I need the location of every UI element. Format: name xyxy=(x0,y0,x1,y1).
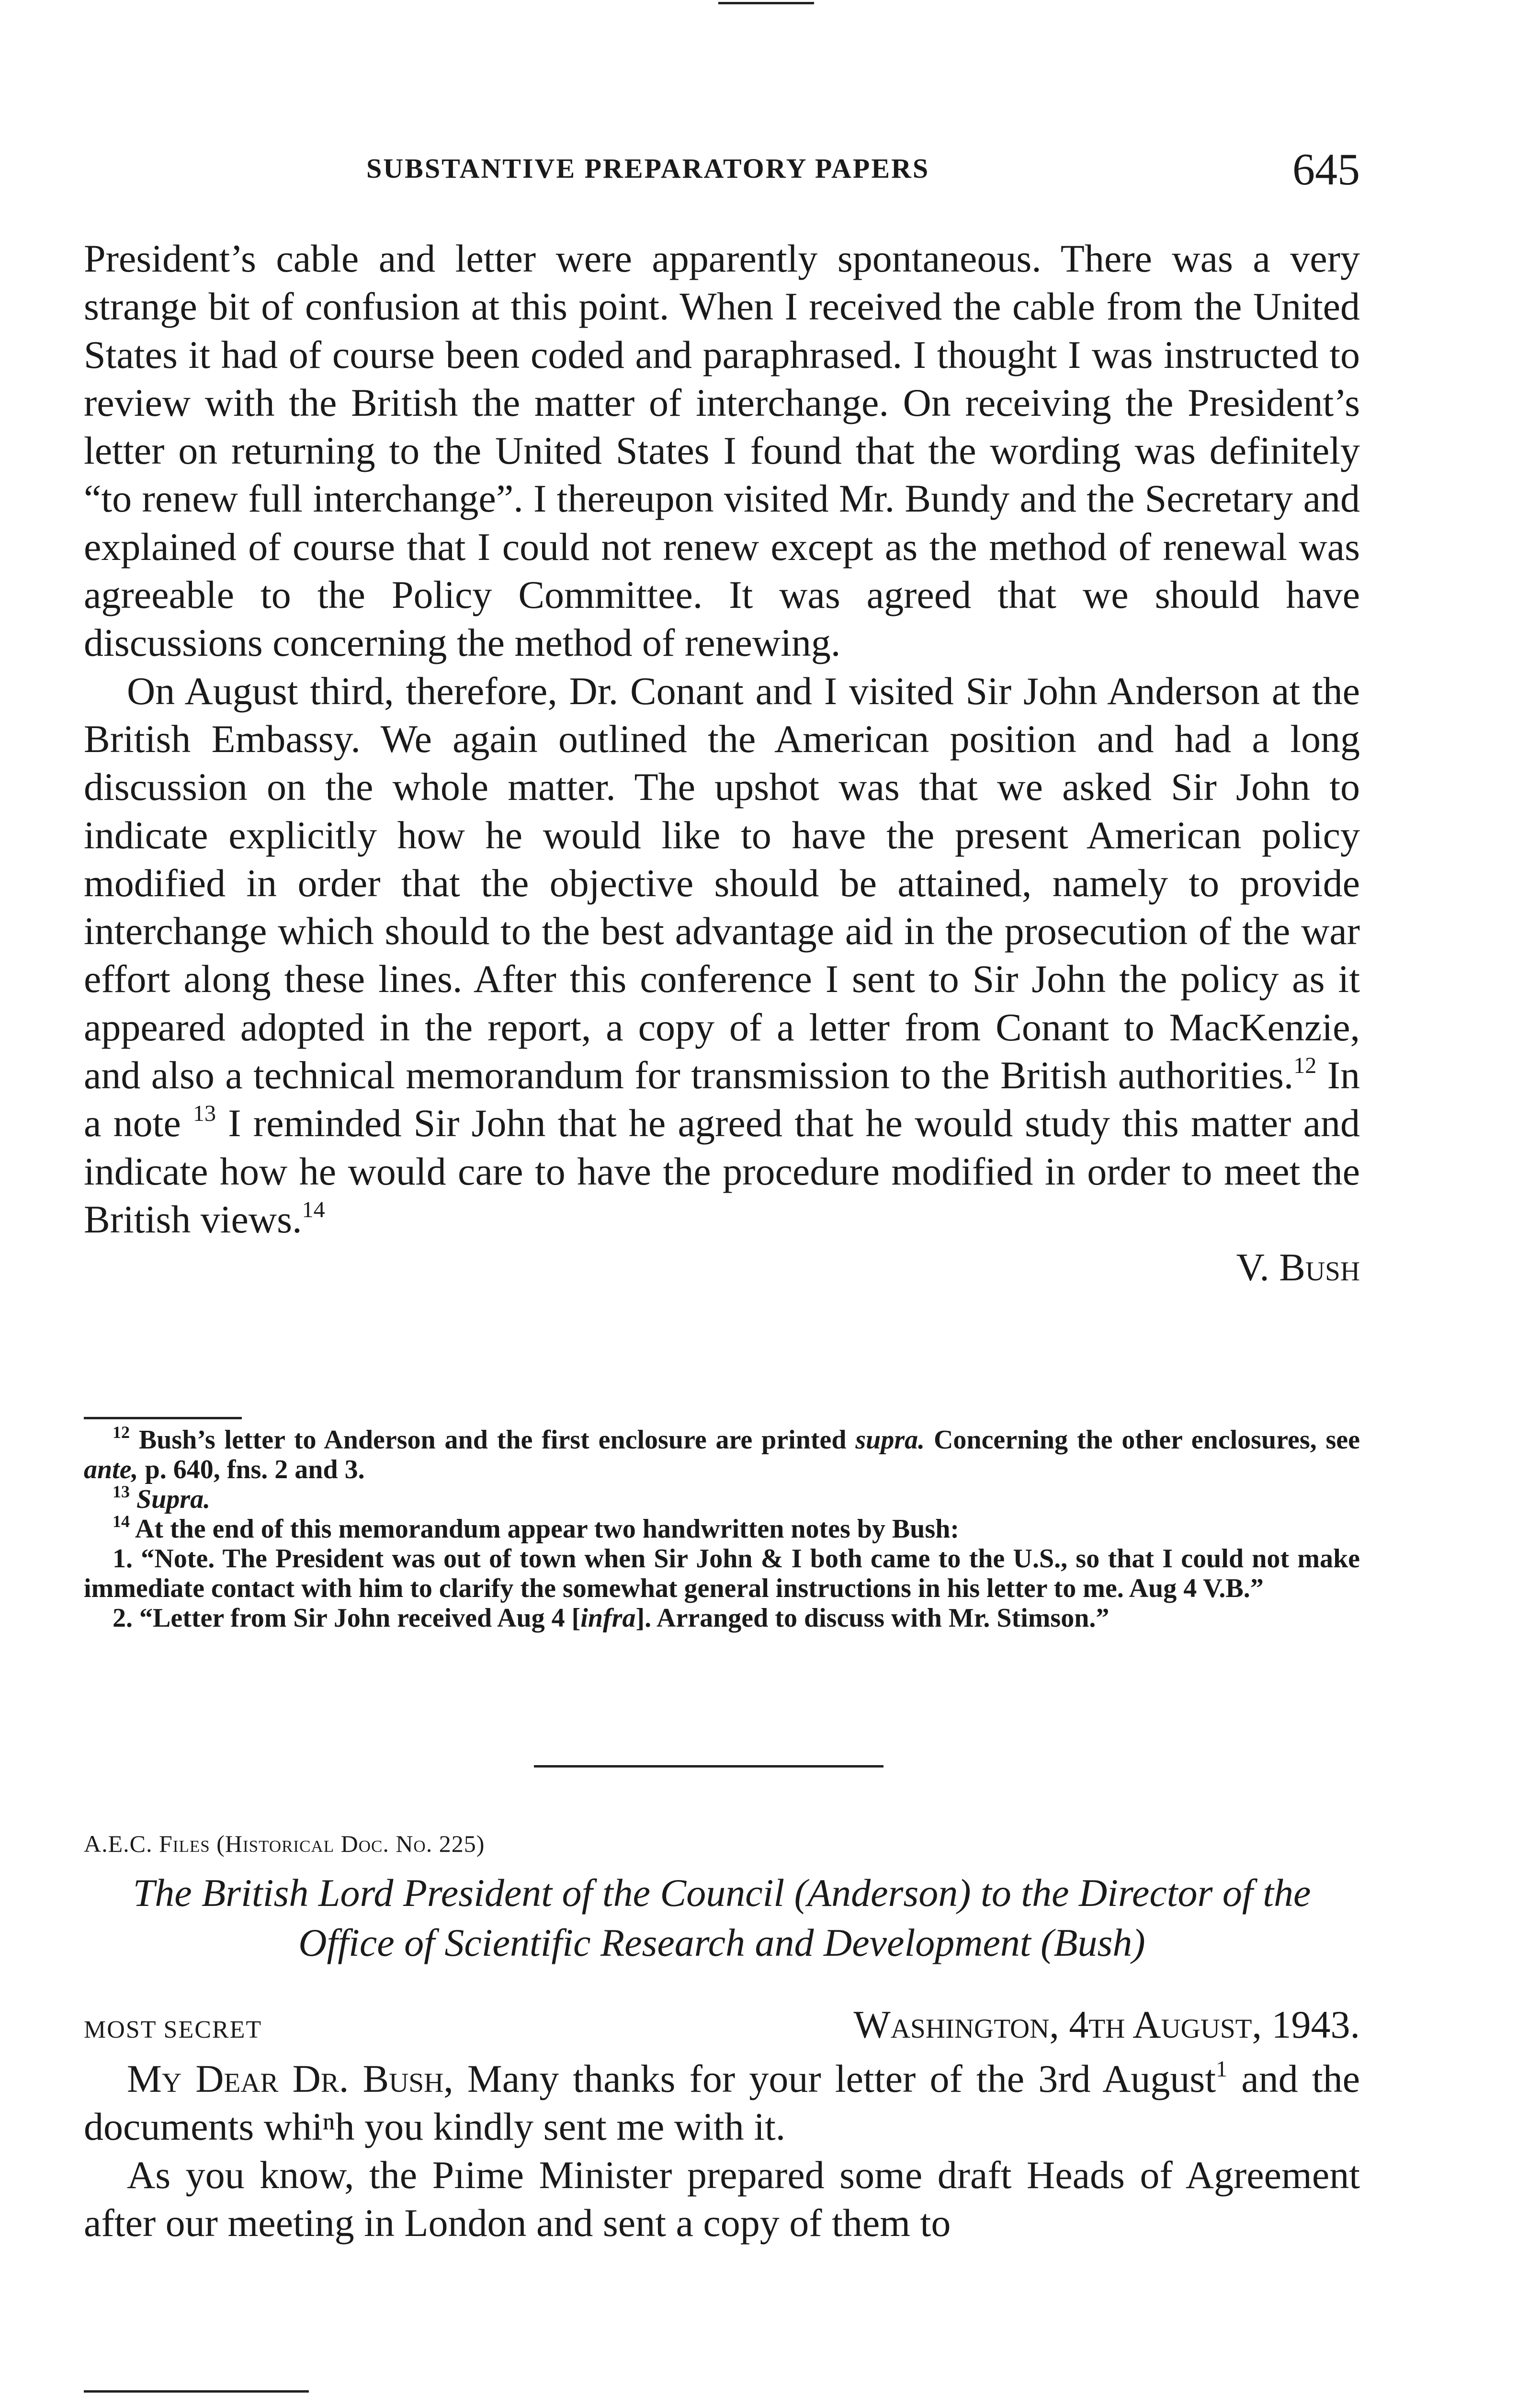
footnote-12-supra: supra. xyxy=(855,1425,925,1455)
footnote-14 xyxy=(84,1514,1360,1544)
footnote-12 xyxy=(84,1425,1360,1484)
footnote-14-note-1: 1. “Note. The President was out of town when Sir John & I both came to the U.S., so that I could not make immediate contact with him to clarify the somewhat general instructions in his letter to me. Aug 4 V.B.” xyxy=(84,1544,1360,1603)
footnote-ref-12: 12 xyxy=(1293,1053,1317,1079)
footnote-ref-1: 1 xyxy=(1216,2056,1228,2082)
memo-body xyxy=(84,235,1360,1292)
page-header xyxy=(84,144,1360,201)
memo-paragraph-2-text-b: In a note xyxy=(84,1053,1360,1145)
memo-signature: V. Bush xyxy=(1236,1245,1360,1289)
footnote-13 xyxy=(84,1484,1360,1514)
note-2-infra: infra xyxy=(580,1603,636,1633)
letter-paragraph-1 xyxy=(84,2055,1360,2151)
letter-paragraph-1-rest: and the documents whiⁿh you kindly sent me with it. xyxy=(84,2057,1360,2149)
salutation: My Dear Dr. Bush, xyxy=(127,2057,453,2100)
footnote-rule xyxy=(84,1417,242,1419)
memo-paragraph-1: President’s cable and letter were apparently spontaneous. There was a very strange bit of confusion at this point. When I received the cable from the United States it had of course been coded and paraphrased. I thought I was instructed to review with the British the matter of interchange. On receiving the President’s letter on returning to the United States I found that the wording was definitely “to renew full interchange”. I thereupon visited Mr. Bundy and the Secretary and explained of course that I could not renew except as the method of renewal was agreeable to the Policy Committee. It was agreed that we should have discussions concerning the method of renewing. xyxy=(84,237,1360,665)
document-source: A.E.C. Files (Historical Doc. No. 225) xyxy=(84,1830,485,1857)
letter-paragraph-2: As you know, the Pıime Minister prepared some draft Heads of Agreement after our meeting in London and sent a copy of them to xyxy=(84,2153,1360,2245)
document-title: The British Lord President of the Council (Anderson) to the Director of the Office of Scientific Research and Development (Bush) xyxy=(133,1871,1311,1964)
page-number: 645 xyxy=(1292,145,1360,194)
letter-body xyxy=(84,2055,1360,2247)
letter-paragraph-1-text: Many thanks for your letter of the 3rd August xyxy=(453,2057,1216,2100)
memo-paragraph-2 xyxy=(84,667,1360,1244)
footnote-14-text: At the end of this memorandum appear two handwritten notes by Bush: xyxy=(130,1514,960,1544)
footnote-13-mark: 13 xyxy=(113,1482,130,1501)
dateline: Washington, 4th August, 1943. xyxy=(853,2003,1360,2046)
footnote-12-text-a: Bush’s letter to Anderson and the first enclosure are printed xyxy=(130,1425,856,1455)
classification-label: MOST SECRET xyxy=(84,2016,262,2043)
note-2-text-b: ]. Arranged to discuss with Mr. Stimson.” xyxy=(635,1603,1110,1633)
footnote-12-text-b: Concerning the other enclosures, see xyxy=(925,1425,1360,1455)
note-2-text-a: 2. “Letter from Sir John received Aug 4 [ xyxy=(113,1603,581,1633)
top-edge-rule xyxy=(718,2,814,4)
footnote-14-note-2 xyxy=(84,1603,1360,1633)
running-title: SUBSTANTIVE PREPARATORY PAPERS xyxy=(366,153,930,184)
footnotes-block xyxy=(84,1425,1360,1633)
memo-paragraph-2-text-a: On August third, therefore, Dr. Conant and I visited Sir John Anderson at the British Embassy. We again outlined the American position and had a long discussion on the whole matter. The upshot was that we asked Sir John to indicate explicitly how he would like to have the present American policy modified in order that the objective should be attained, namely to provide interchange which should to the best advantage aid in the prosecution of the war effort along these lines. After this conference I sent to Sir John the policy as it appeared adopted in the report, a copy of a letter from Conant to MacKenzie, and also a technical memorandum for transmission to the British authorities. xyxy=(84,669,1360,1097)
footnote-14-mark: 14 xyxy=(113,1512,130,1531)
footnote-ref-14: 14 xyxy=(302,1197,325,1222)
bottom-footnote-rule xyxy=(84,2390,309,2393)
section-divider xyxy=(534,1765,883,1768)
letter-heading xyxy=(84,2002,1360,2055)
footnote-13-text: Supra. xyxy=(130,1484,211,1514)
memo-paragraph-2-text-c: I reminded Sir John that he agreed that he would study this matter and indicate how he would care to have the procedure modified in order to meet the British views. xyxy=(84,1101,1360,1241)
footnote-ref-13: 13 xyxy=(193,1101,216,1127)
footnote-12-ante: ante, xyxy=(84,1455,138,1484)
footnote-12-mark: 12 xyxy=(113,1423,130,1442)
footnote-12-text-c: p. 640, fns. 2 and 3. xyxy=(138,1455,365,1484)
